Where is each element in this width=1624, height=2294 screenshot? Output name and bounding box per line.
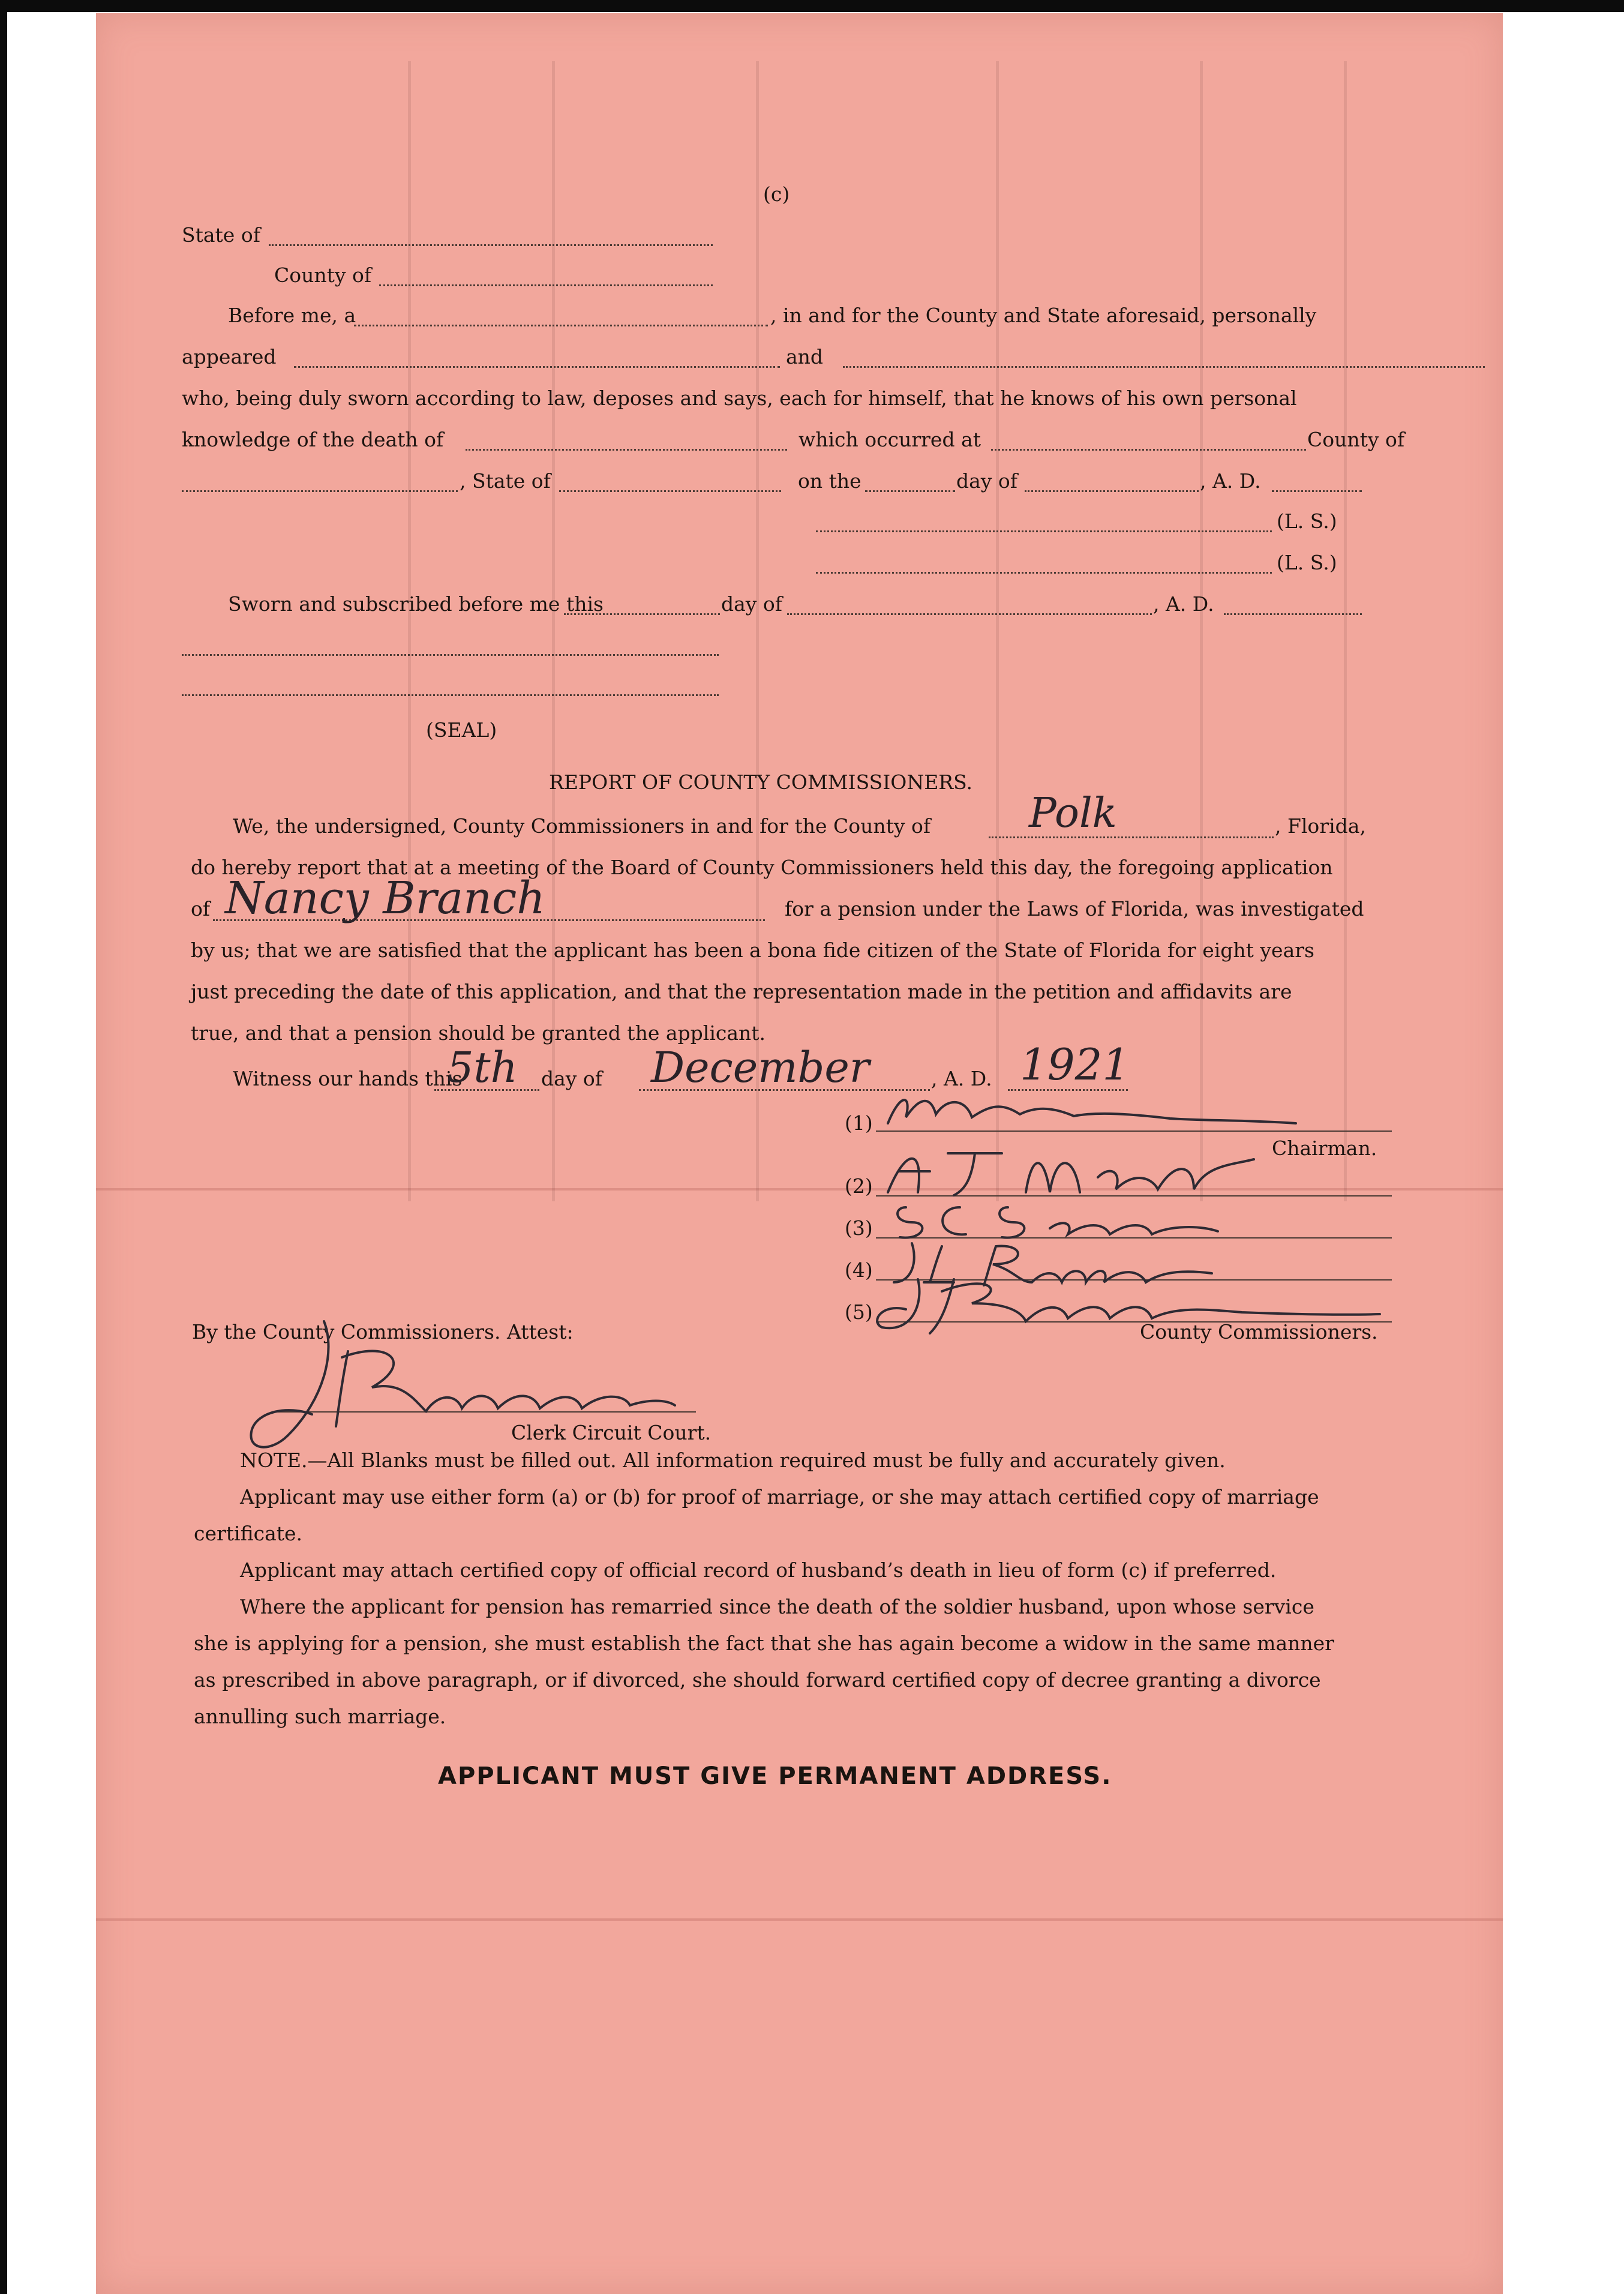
in-and-for-text: , in and for the County and State aforesaid, personally	[770, 304, 1317, 327]
report-line4: by us; that we are satisfied that the applicant has been a bona fide citizen of the State of Florida for eight years	[191, 938, 1314, 962]
witness-day-of-label: day of	[541, 1067, 603, 1090]
county-of-field[interactable]	[379, 284, 713, 286]
appeared-label: appeared	[182, 345, 277, 368]
on-the-label: on the	[798, 469, 861, 493]
affiant-two-field[interactable]	[843, 366, 1485, 368]
day-of-label: day of	[956, 469, 1018, 493]
sworn-ad-label: , A. D.	[1153, 592, 1214, 616]
ls-two-label: (L. S.)	[1277, 551, 1337, 574]
attest-label: By the County Commissioners. Attest:	[192, 1320, 574, 1344]
commissioner-1-signature	[882, 1081, 1302, 1135]
note-2b: certificate.	[194, 1522, 303, 1545]
fold-crease	[96, 1188, 1503, 1191]
affiant-two-signature-field[interactable]	[816, 572, 1272, 574]
deceased-name-field[interactable]	[466, 449, 787, 451]
witness-label: Witness our hands this	[233, 1067, 463, 1090]
report-title: REPORT OF COUNTY COMMISSIONERS.	[549, 770, 973, 794]
county-commissioners-label: County Commissioners.	[1140, 1320, 1378, 1344]
bleed-through-rule	[996, 61, 999, 1201]
which-occurred-at-label: which occurred at	[799, 428, 981, 451]
chairman-label: Chairman.	[1272, 1136, 1377, 1160]
sworn-year-field[interactable]	[1224, 613, 1362, 615]
report-line1: We, the undersigned, County Commissioners in and for the County of	[233, 814, 931, 838]
sworn-day-of-label: day of	[721, 592, 783, 616]
note-1: NOTE.—All Blanks must be filled out. All information required must be fully and accurately given.	[240, 1449, 1226, 1472]
sworn-month-field[interactable]	[787, 613, 1152, 615]
death-day-field[interactable]	[865, 490, 955, 492]
commissioner-2-number: (2)	[845, 1174, 873, 1198]
commissioner-4-number: (4)	[845, 1258, 873, 1282]
officer-signature-field[interactable]	[182, 654, 719, 656]
commissioner-3-number: (3)	[845, 1216, 873, 1240]
permanent-address-heading: APPLICANT MUST GIVE PERMANENT ADDRESS.	[438, 1762, 1112, 1790]
ad-label: , A. D.	[1200, 469, 1261, 493]
witness-month-handwritten: December	[651, 1043, 870, 1092]
scan-edge-top	[0, 0, 1624, 12]
note-4a: Where the applicant for pension has remarried since the death of the soldier husband, upon whose service	[240, 1595, 1314, 1618]
knowledge-of-death-label: knowledge of the death of	[182, 428, 444, 451]
report-of-label: of	[191, 897, 211, 920]
death-place-field[interactable]	[991, 449, 1306, 451]
clerk-label: Clerk Circuit Court.	[511, 1421, 712, 1444]
sworn-day-field[interactable]	[564, 613, 720, 615]
state-of-mid-label: , State of	[460, 469, 551, 493]
and-label: and	[786, 345, 824, 368]
bleed-through-rule	[1344, 61, 1347, 1201]
witness-year-handwritten: 1921	[1020, 1039, 1130, 1090]
fold-crease	[96, 1918, 1503, 1921]
form-c-marker: (c)	[763, 182, 790, 206]
commissioner-5-number: (5)	[845, 1300, 873, 1324]
witness-day-handwritten: 5th	[447, 1043, 518, 1092]
death-month-field[interactable]	[1025, 490, 1199, 492]
note-4d: annulling such marriage.	[194, 1705, 446, 1728]
bleed-through-rule	[1200, 61, 1203, 1201]
pension-form-sheet	[96, 13, 1503, 2294]
applicant-name-handwritten: Nancy Branch	[225, 872, 545, 924]
note-4c: as prescribed in above paragraph, or if divorced, she should forward certified copy of decree granting a divorce	[194, 1668, 1321, 1692]
death-county-field[interactable]	[182, 490, 458, 492]
before-me-label: Before me, a	[228, 304, 356, 327]
deposes-text: who, being duly sworn according to law, deposes and says, each for himself, that he knows of his own personal	[182, 386, 1297, 410]
report-line2: do hereby report that at a meeting of the Board of County Commissioners held this day, the foregoing application	[191, 856, 1333, 879]
ls-one-label: (L. S.)	[1277, 509, 1337, 533]
sworn-label: Sworn and subscribed before me this	[228, 592, 604, 616]
state-of-label: State of	[182, 223, 260, 247]
county-handwritten: Polk	[1029, 790, 1117, 837]
report-line1-florida: , Florida,	[1275, 814, 1366, 838]
officer-title-signature-field[interactable]	[182, 694, 719, 696]
death-state-field[interactable]	[559, 490, 781, 492]
note-2a: Applicant may use either form (a) or (b) for proof of marriage, or she may attach certified copy of marriage	[240, 1485, 1319, 1509]
county-of-end-label: County of	[1307, 428, 1405, 451]
scan-edge-left	[0, 0, 7, 2294]
affiant-one-field[interactable]	[294, 366, 780, 368]
witness-ad-label: , A. D.	[931, 1067, 992, 1090]
death-year-field[interactable]	[1272, 490, 1362, 492]
commissioner-3-signature	[888, 1195, 1224, 1243]
officer-title-field[interactable]	[354, 325, 768, 326]
note-3: Applicant may attach certified copy of official record of husband’s death in lieu of form (c) if preferred.	[240, 1558, 1277, 1582]
report-line6: true, and that a pension should be granted the applicant.	[191, 1021, 766, 1045]
county-of-label: County of	[274, 263, 372, 287]
report-line3: for a pension under the Laws of Florida, was investigated	[785, 897, 1364, 920]
report-line5: just preceding the date of this application, and that the representation made in the petition and affidavits are	[191, 980, 1292, 1003]
note-4b: she is applying for a pension, she must establish the fact that she has again become a widow in the same manner	[194, 1632, 1334, 1655]
state-of-field[interactable]	[269, 244, 713, 246]
commissioner-1-number: (1)	[845, 1111, 873, 1135]
commissioner-2-signature	[882, 1141, 1266, 1201]
affiant-one-signature-field[interactable]	[816, 530, 1272, 532]
seal-label: (SEAL)	[426, 718, 497, 742]
